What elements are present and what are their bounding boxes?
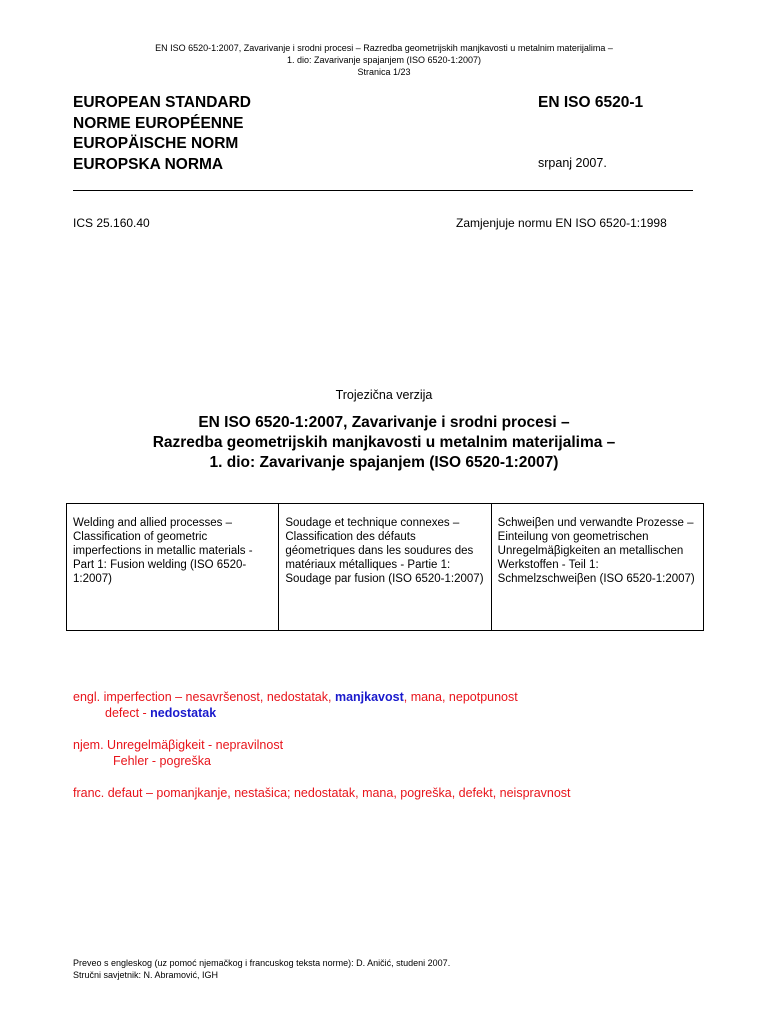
translator-note <box>73 957 450 981</box>
glossary-defect-prefix: defect - <box>105 706 151 720</box>
running-header <box>0 42 768 78</box>
standard-number: EN ISO 6520-1 <box>538 94 644 111</box>
document-title <box>0 413 768 473</box>
advisor-credit: Stručni savjetnik: N. Abramović, IGH <box>73 970 219 980</box>
version-label: Trojezična verzija <box>335 388 433 402</box>
title-french-cell: Soudage et technique connexes – Classification des défauts géometriques dans les soudures des matériaux métalliques - Partie 1: Soudage par fusion (ISO 6520-1:2007) <box>279 504 491 631</box>
translator-credit: Preveo s engleskog (uz pomoć njemačkog i francuskog teksta norme): D. Aničić, studeni 2007. <box>73 958 451 968</box>
standard-date: srpanj 2007. <box>538 156 607 170</box>
title-english-cell: Welding and allied processes – Classification of geometric imperfections in metallic materials - Part 1: Fusion welding (ISO 6520-1:2007) <box>67 504 279 631</box>
glossary-english-highlight: manjkavost <box>334 690 404 704</box>
standard-name-fr: NORME EUROPÉENNE <box>73 114 244 132</box>
spacer <box>73 769 571 785</box>
title-line-1: EN ISO 6520-1:2007, Zavarivanje i srodni procesi – <box>198 414 570 431</box>
replaces-note: Zamjenjuje normu EN ISO 6520-1:1998 <box>456 216 667 230</box>
translations-row <box>67 504 704 631</box>
header-title-line-1: EN ISO 6520-1:2007, Zavarivanje i srodni procesi – Razredba geometrijskih manjkavosti u metalnim materijalima – <box>155 43 613 53</box>
standard-name-de: EUROPÄISCHE NORM <box>73 135 239 152</box>
title-german-cell: Schweiβen und verwandte Prozesse – Einteilung von geometrischen Unregelmäβigkeiten an metallischen Werkstoffen - Teil 1: Schmelzschweiβen (ISO 6520-1:2007) <box>491 504 703 631</box>
title-line-2: Razredba geometrijskih manjkavosti u metalnim materijalima – <box>152 434 616 451</box>
translations-table <box>66 503 704 631</box>
standard-name-hr: EUROPSKA NORMA <box>73 155 224 173</box>
glossary-german-fehler-line: Fehler - pogreška <box>113 754 211 768</box>
ics-code: ICS 25.160.40 <box>73 216 150 230</box>
glossary-french-line: franc. defaut – pomanjkanje, nestašica; nedostatak, mana, pogreška, defekt, neispravnost <box>73 786 571 800</box>
header-title-line-2: 1. dio: Zavarivanje spajanjem (ISO 6520-1:2007) <box>286 55 482 65</box>
glossary-german-line: njem. Unregelmäβigkeit - nepravilnost <box>73 738 284 752</box>
horizontal-rule <box>73 190 693 191</box>
glossary-defect-line <box>73 705 571 721</box>
glossary-english-line <box>73 689 571 705</box>
glossary-english-suffix: , mana, nepotpunost <box>403 690 518 704</box>
spacer <box>73 721 571 737</box>
glossary-english-prefix: engl. imperfection – nesavršenost, nedostatak, <box>73 690 335 704</box>
glossary-defect-highlight: nedostatak <box>150 706 217 720</box>
page-number: Stranica 1/23 <box>357 67 411 77</box>
standard-names <box>73 93 251 175</box>
title-line-3: 1. dio: Zavarivanje spajanjem (ISO 6520-1:2007) <box>209 454 559 471</box>
standard-name-en: EUROPEAN STANDARD <box>73 94 251 111</box>
terminology-notes <box>73 689 571 801</box>
